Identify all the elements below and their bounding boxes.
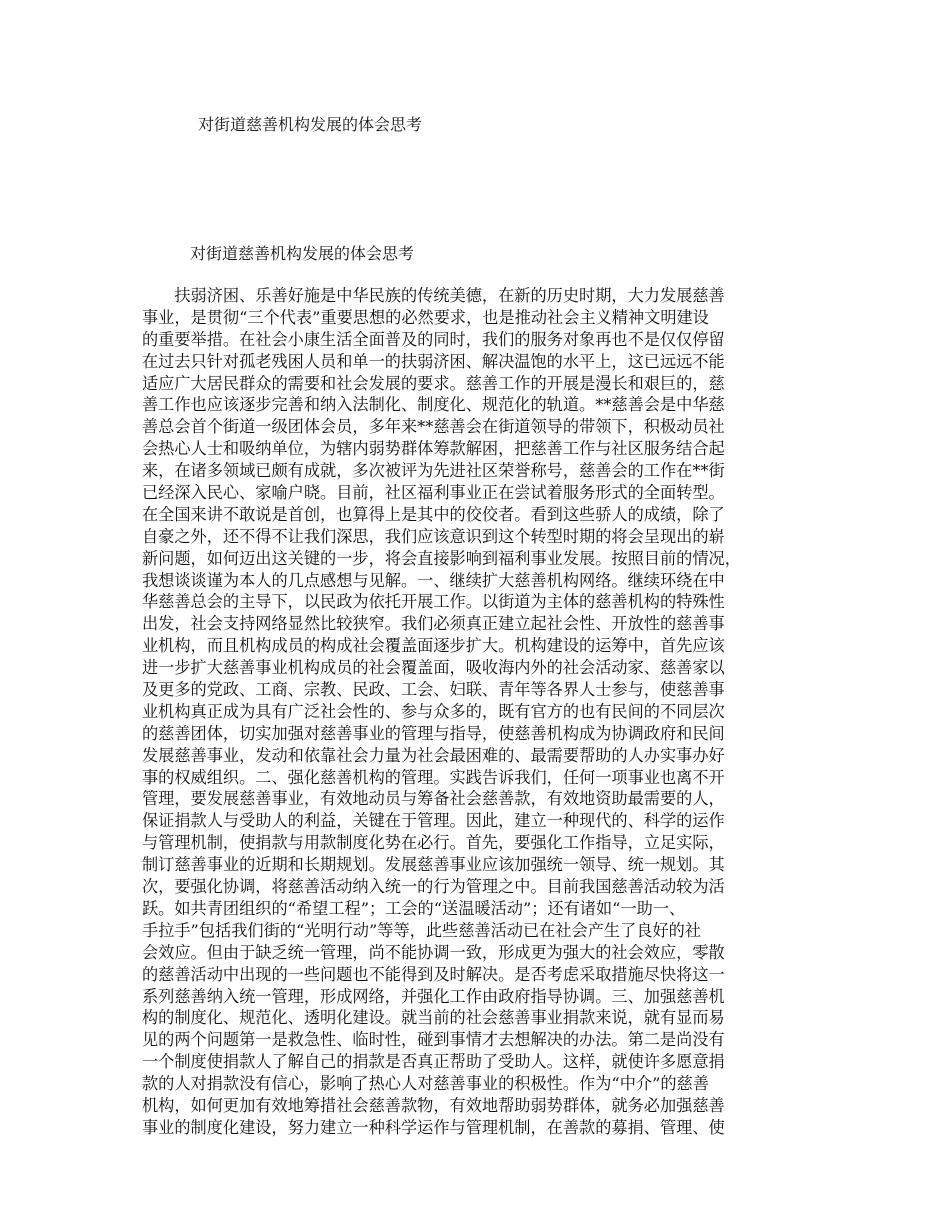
body-line: 一个制度使捐款人了解自己的捐款是否真正帮助了受助人。这样，就使许多愿意捐: [142, 1052, 725, 1072]
body-line: 来，在诸多领域已颇有成就，多次被评为先进社区荣誉称号，慈善会的工作在**街: [142, 461, 725, 481]
body-line: 事的权威组织。二、强化慈善机构的管理。实践告诉我们，任何一项事业也离不开: [142, 767, 725, 787]
body-line: 的慈善活动中出现的一些问题也不能得到及时解决。是否考虑采取措施尽快将这一: [142, 964, 725, 984]
body-line: 出发，社会支持网络显然比较狭窄。我们必须真正建立起社会性、开放性的慈善事: [142, 614, 725, 634]
document-title: 对街道慈善机构发展的体会思考: [190, 244, 415, 263]
body-line: 与管理机制，使捐款与用款制度化势在必行。首先，要强化工作指导，立足实际，: [142, 833, 725, 853]
body-line: 在过去只针对孤老残困人员和单一的扶弱济困、解决温饱的水平上，这已远远不能: [142, 351, 725, 371]
body-line: 善总会首个街道一级团体会员，多年来**慈善会在街道领导的带领下，积极动员社: [142, 417, 725, 437]
body-line: 已经深入民心、家喻户晓。目前，社区福利事业正在尝试着服务形式的全面转型。: [142, 483, 725, 503]
body-line: 保证捐款人与受助人的利益，关键在于管理。因此，建立一种现代的、科学的运作: [142, 811, 725, 831]
body-line: 事业的制度化建设，努力建立一种科学运作与管理机制，在善款的募捐、管理、使: [142, 1117, 725, 1137]
body-line: 跃。如共青团组织的“希望工程”；工会的“送温暖活动”；还有诸如“一助一、: [142, 898, 686, 918]
body-line: 自豪之外，还不得不让我们深思，我们应该意识到这个转型时期的将会呈现出的崭: [142, 526, 725, 546]
body-line: 及更多的党政、工商、宗教、民政、工会、妇联、青年等各界人士参与，使慈善事: [142, 680, 725, 700]
document-body: [142, 285, 822, 1139]
body-line: 的慈善团体，切实加强对慈善事业的管理与指导，使慈善机构成为协调政府和民间: [142, 723, 725, 743]
body-line: 管理，要发展慈善事业，有效地动员与筹备社会慈善款，有效地资助最需要的人，: [142, 789, 725, 809]
body-line: 事业，是贯彻“三个代表”重要思想的必然要求，也是推动社会主义精神文明建设: [142, 307, 709, 327]
body-line: 制订慈善事业的近期和长期规划。发展慈善事业应该加强统一领导、统一规划。其: [142, 855, 725, 875]
body-line: 新问题，如何迈出这关键的一步，将会直接影响到福利事业发展。按照目前的情况，: [142, 548, 741, 568]
body-line: 我想谈谈谨为本人的几点感想与见解。一、继续扩大慈善机构网络。继续环绕在中: [142, 570, 725, 590]
body-line: 业机构真正成为具有广泛社会性的、参与众多的，既有官方的也有民间的不同层次: [142, 701, 725, 721]
page-header-title: 对街道慈善机构发展的体会思考: [198, 115, 423, 134]
body-line: 在全国来讲不敢说是首创，也算得上是其中的佼佼者。看到这些骄人的成绩，除了: [142, 504, 725, 524]
body-line: 进一步扩大慈善事业机构成员的社会覆盖面，吸收海内外的社会活动家、慈善家以: [142, 658, 725, 678]
body-line: 适应广大居民群众的需要和社会发展的要求。慈善工作的开展是漫长和艰巨的，慈: [142, 373, 725, 393]
body-line: 发展慈善事业，发动和依靠社会力量为社会最困难的、最需要帮助的人办实事办好: [142, 745, 725, 765]
body-line: 机构，如何更加有效地筹措社会慈善款物，有效地帮助弱势群体，就务必加强慈善: [142, 1095, 725, 1115]
body-line: 次，要强化协调，将慈善活动纳入统一的行为管理之中。目前我国慈善活动较为活: [142, 877, 725, 897]
body-line: 系列慈善纳入统一管理，形成网络，并强化工作由政府指导协调。三、加强慈善机: [142, 986, 725, 1006]
body-line: 手拉手”包括我们街的“光明行动”等等，此些慈善活动已在社会产生了良好的社: [142, 920, 702, 940]
body-line: 的重要举措。在社会小康生活全面普及的同时，我们的服务对象再也不是仅仅停留: [142, 329, 725, 349]
body-line: 见的两个问题第一是救急性、临时性，碰到事情才去想解决的办法。第二是尚没有: [142, 1030, 725, 1050]
body-line: 会热心人士和吸纳单位，为辖内弱势群体筹款解困，把慈善工作与社区服务结合起: [142, 439, 725, 459]
body-line: 扶弱济困、乐善好施是中华民族的传统美德，在新的历史时期，大力发展慈善: [142, 286, 725, 305]
body-line: 款的人对捐款没有信心，影响了热心人对慈善事业的积极性。作为“中介”的慈善: [142, 1074, 709, 1094]
body-line: 会效应。但由于缺乏统一管理，尚不能协调一致，形成更为强大的社会效应，零散: [142, 942, 725, 962]
body-line: 构的制度化、规范化、透明化建设。就当前的社会慈善事业捐款来说，就有显而易: [142, 1008, 725, 1028]
body-line: 善工作也应该逐步完善和纳入法制化、制度化、规范化的轨道。**慈善会是中华慈: [142, 395, 725, 415]
body-line: 华慈善总会的主导下，以民政为依托开展工作。以街道为主体的慈善机构的特殊性: [142, 592, 725, 612]
body-line: 业机构，而且机构成员的构成社会覆盖面逐步扩大。机构建设的运筹中，首先应该: [142, 636, 725, 656]
